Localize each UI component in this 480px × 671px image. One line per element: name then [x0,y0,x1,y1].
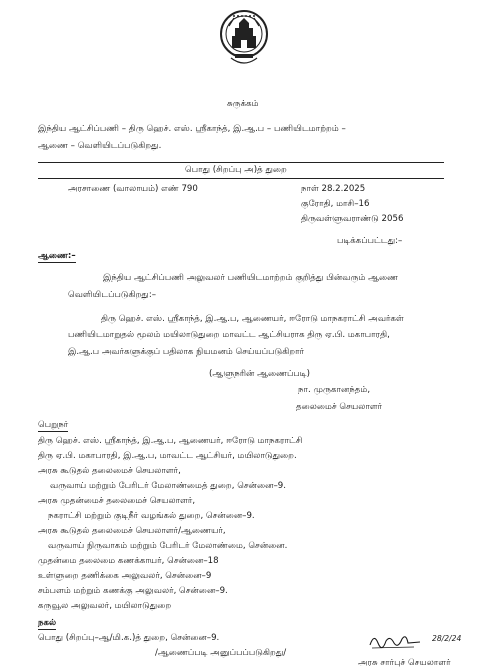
signatory-name: நா. முருகானந்தம், [298,385,371,395]
thiruvalluvar-year: திருவள்ளுவராண்டு 2056 [301,214,404,224]
tamil-nadu-emblem-seal [219,6,269,70]
order-number: அரசாணை (வாலாயம்) எண் 790 [68,184,198,194]
order-date: நாள் 28.2.2025 [301,184,366,194]
recipient-item: உள்ளுறை தணிக்கை அலுவலர், சென்னை–9 [38,571,212,581]
signatory-title: தலைமைச் செயலாளர் [296,402,383,412]
para1-line1: இந்திய ஆட்சிப்பணி அலுவலர் பணியிடமாற்றம் குறித்து பின்வரும் ஆணை [103,273,399,283]
copy-recipient: பொது (சிறப்பு–ஆ/மி.க.)த் துறை, சென்னை–9. [38,633,220,643]
recipient-item: கருவூல அலுவலர், மயிலாடுதுறை [38,601,172,611]
read-label: படிக்கப்பட்டது:– [337,236,403,246]
copy-heading: நகல் [38,618,57,628]
recipient-item: சம்பளம் மற்றும் கணக்கு அலுவலர், சென்னை–9. [38,586,228,596]
handwritten-date: 28/2/24 [432,634,462,643]
recipient-item: நகராட்சி மற்றும் குடிநீர் வழங்கல் துறை, சென்னை–9. [48,511,255,521]
recipient-item: திரு ஏ.பி. மகாபாரதி, இ.ஆ.ப, மாவட்ட ஆட்சியர், மயிலாடுதுறை. [38,451,297,461]
para2-line1: திரு ஹெச். எஸ். ஸ்ரீகாந்த், இ.ஆ.ப, ஆணையர், ஈரோடு மாநகராட்சி அவர்கள் [101,314,404,324]
para2-line2: பணியிடமாறுதல் மூலம் மயிலாடுதுறை மாவட்ட ஆட்சியராக திரு ஏ.பி. மகாபாரதி, [68,330,390,340]
department-label: சுருக்கம் [227,99,259,109]
recipient-item: திரு ஹெச். எஸ். ஸ்ரீகாந்த், இ.ஆ.ப, ஆணையர், ஈரோடு மாநகராட்சி [38,436,303,446]
tamil-calendar-date: குரோதி, மாசி–16 [301,199,370,209]
recipient-item: வருவாய் மற்றும் பேரிடர் மேலாண்மைத் துறை, சென்னை–9. [50,481,286,491]
recipient-item: அரசு கூடுதல் தலைமைச் செயலாளர், [38,466,181,476]
forwarded-note: /ஆணைப்படி அனுப்பப்படுகிறது/ [155,648,287,658]
handwritten-signature [368,631,428,653]
by-order-label: (ஆளுநரின் ஆணைப்படி) [209,369,310,379]
department-title: பொது (சிறப்பு அ)த் துறை [185,165,287,175]
recipient-item: அரசு முதன்மைச் தலைமைச் செயலாளர், [38,496,196,506]
order-heading: ஆணை:– [38,251,76,261]
recipient-item: அரசு கூடுதல் தலைமைச் செயலாளர்/ஆணையர், [38,526,226,536]
recipients-heading: பெறுநர் [38,420,69,430]
under-secretary-title: அரசு சார்புச் செயலாளர் [358,658,451,668]
title-rule-bottom [38,178,444,179]
subject-line-1: இந்திய ஆட்சிப்பணி – திரு ஹெச். எஸ். ஸ்ரீகாந்த், இ.ஆ.ப – பணியிடமாற்றம் – [38,124,346,134]
recipient-item: வருவாய் நிருவாகம் மற்றும் பேரிடர் மேலாண்மை, சென்னை. [48,541,288,551]
para1-line2: வெளியிடப்படுகிறது:– [68,290,157,300]
para2-line3: இ.ஆ.ப அவர்களுக்குப் பதிலாக நியமனம் செய்யப்படுகிறார் [68,347,305,357]
subject-line-2: ஆணை – வெளியிடப்படுகிறது. [38,141,162,151]
recipient-item: முதன்மை தலைமை கணக்காயர், சென்னை–18 [38,556,219,566]
title-rule-top [38,162,444,163]
